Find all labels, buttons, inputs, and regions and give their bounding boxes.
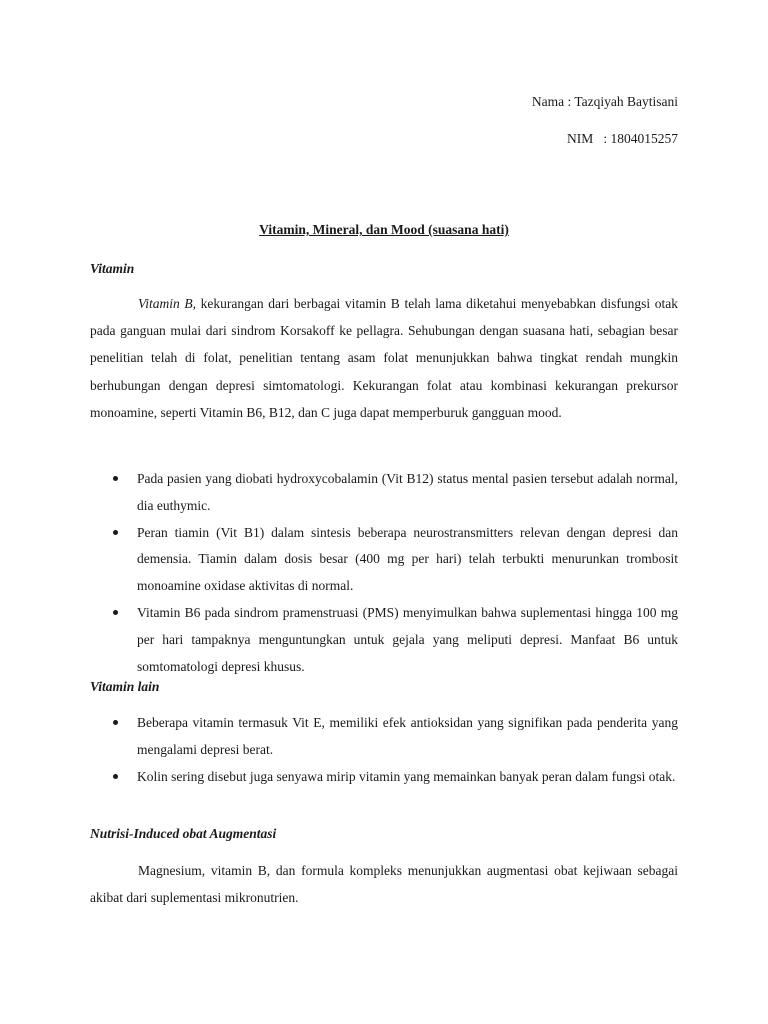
list-item: Beberapa vitamin termasuk Vit E, memiliki efek antioksidan yang signifikan pada penderita yang mengalami depresi berat. (90, 710, 678, 764)
list-item: Kolin sering disebut juga senyawa mirip vitamin yang memainkan banyak peran dalam fungsi otak. (90, 764, 678, 791)
section-heading-vitamin: Vitamin (90, 261, 135, 276)
document-page (90, 0, 678, 1024)
list-item: Peran tiamin (Vit B1) dalam sintesis beberapa neurostransmitters relevan dengan depresi dan demensia. Tiamin dalam dosis besar (400 mg per hari) telah terbukti menurunkan trombosit monoamine oxidase aktivitas di normal. (90, 520, 678, 600)
bullet-icon (113, 774, 118, 779)
list-item: Vitamin B6 pada sindrom pramenstruasi (PMS) menyimulkan bahwa suplementasi hingga 100 mg per hari tampaknya menguntungkan untuk gejala yang meliputi depresi. Manfaat B6 untuk somtomatologi depresi khusus. (90, 600, 678, 680)
nutrisi-paragraph (90, 857, 678, 911)
bullet-icon (113, 476, 118, 481)
vitamin-bullet-list (90, 466, 678, 680)
vitamin-intro-text: kekurangan dari berbagai vitamin B telah lama diketahui menyebabkan disfungsi otak pada ganguan mulai dari sindrom Korsakoff ke pellagra. Sehubungan dengan suasana hati, sebagian besar penelitian telah di folat, penelitian tentang asam folat menunjukkan bahwa tingkat rendah mungkin berhubungan dengan depresi simtomatologi. Kekurangan folat atau kombinasi kekurangan prekursor monoamine, seperti Vitamin B6, B12, dan C juga dapat memperburuk gangguan mood. (90, 296, 678, 420)
bullet-icon (113, 720, 118, 725)
list-item: Pada pasien yang diobati hydroxycobalamin (Vit B12) status mental pasien tersebut adalah normal, dia euthymic. (90, 466, 678, 520)
section-heading-nutrisi: Nutrisi-Induced obat Augmentasi (90, 826, 277, 841)
document-title: Vitamin, Mineral, dan Mood (suasana hati) (259, 222, 509, 237)
nutrisi-text: Magnesium, vitamin B, dan formula kompleks menunjukkan augmentasi obat kejiwaan sebagai akibat dari suplementasi mikronutrien. (90, 863, 678, 906)
bullet-icon (113, 530, 118, 535)
vitamin-intro-paragraph (90, 290, 678, 426)
student-nim-line: NIM : 1804015257 (567, 131, 678, 146)
bullet-icon (113, 610, 118, 615)
vitamin-b-term: Vitamin B, (138, 296, 196, 311)
section-heading-vitamin-lain: Vitamin lain (90, 679, 160, 694)
vitamin-lain-bullet-list (90, 710, 678, 790)
student-name-line: Nama : Tazqiyah Baytisani (531, 94, 678, 109)
